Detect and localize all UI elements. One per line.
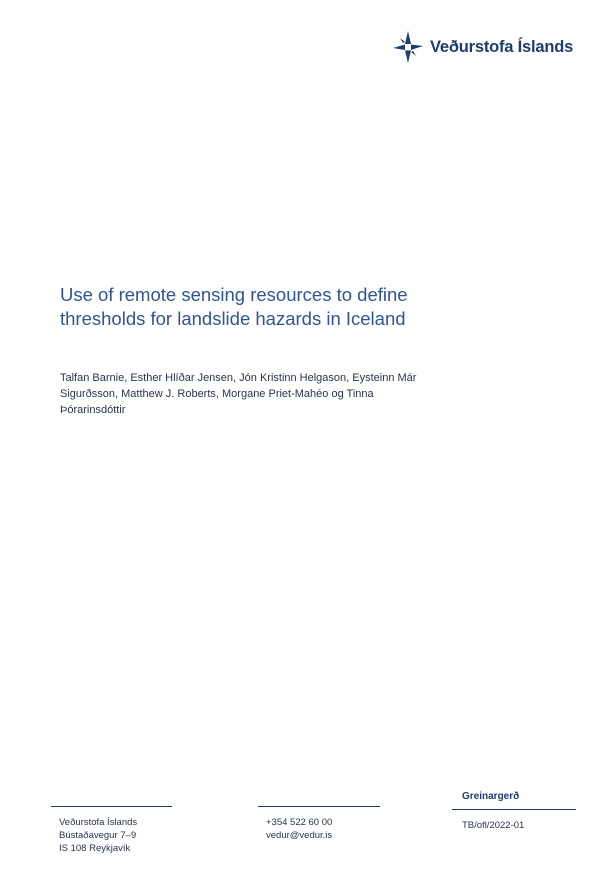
document-title — [60, 283, 490, 331]
address-name: Veðurstofa Íslands — [59, 817, 138, 828]
report-type: Greinargerð — [462, 791, 520, 802]
institution-logo — [392, 30, 573, 64]
author-list — [60, 370, 480, 418]
vedurstofa-star-icon — [392, 30, 424, 64]
title-line: thresholds for landslide hazards in Iceland — [60, 308, 406, 329]
contact-email: vedur@vedur.is — [266, 830, 333, 841]
author-line: Sigurðsson, Matthew J. Roberts, Morgane Priet-Mahéo og Tinna — [60, 388, 374, 400]
report-number: TB/ofl/2022-01 — [462, 820, 525, 831]
footer-contact — [258, 806, 380, 842]
footer-rule — [51, 806, 172, 807]
footer-rule — [258, 806, 380, 807]
author-line: Talfan Barnie, Esther Hlíðar Jensen, Jón Kristinn Helgason, Eysteinn Már — [60, 372, 417, 384]
author-line: Þórarinsdóttir — [60, 404, 126, 416]
contact-phone: +354 522 60 00 — [266, 817, 333, 828]
footer-report — [452, 790, 576, 832]
address-city: IS 108 Reykjavík — [59, 843, 131, 854]
logo-text: Veðurstofa Íslands — [430, 37, 574, 56]
footer-rule — [452, 809, 576, 810]
title-line: Use of remote sensing resources to define — [60, 284, 408, 305]
footer-address — [51, 806, 172, 855]
address-street: Bústaðavegur 7–9 — [59, 830, 137, 841]
